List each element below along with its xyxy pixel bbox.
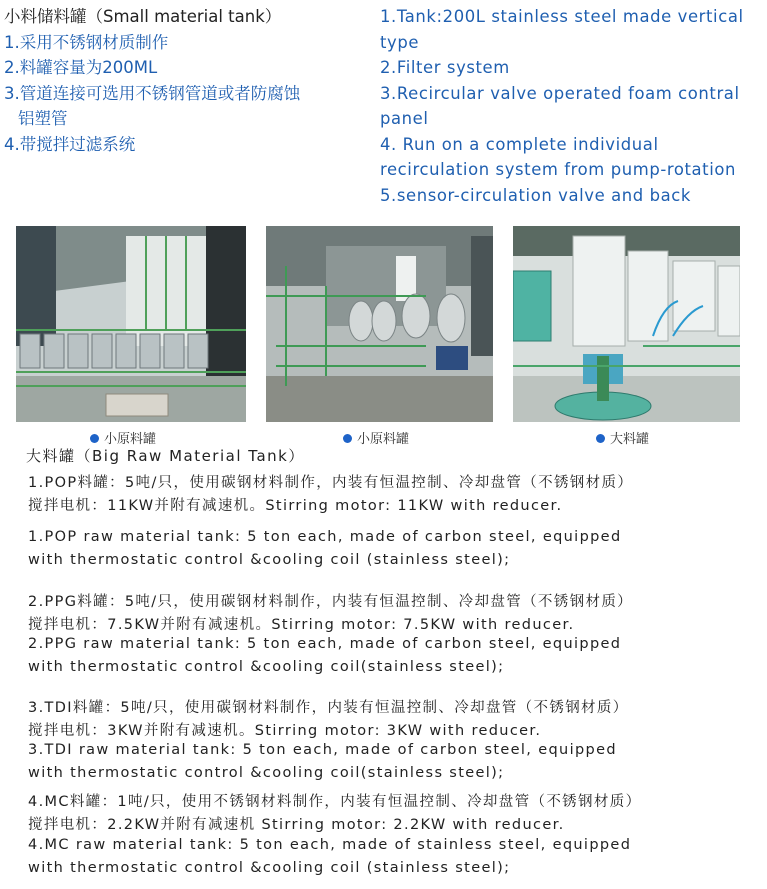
photo-caption-3-text: 大料罐 xyxy=(610,432,650,447)
small-tank-en-line-8: 5.sensor-circulation valve and back xyxy=(380,185,692,205)
small-tank-cn-item-3-cont: 铝塑管 xyxy=(18,109,68,128)
big-tank-line-12: with thermostatic control &cooling coil(stainless steel); xyxy=(28,765,505,781)
big-tank-line-2: 搅拌电机：11KW并附有减速机。Stirring motor: 11KW with reducer. xyxy=(28,498,563,514)
small-tank-cn-item-4: 4.带搅拌过滤系统 xyxy=(4,134,136,154)
small-tank-en-line-4: 3.Recircular valve operated foam contral xyxy=(380,83,740,103)
photo-caption-2 xyxy=(343,428,409,447)
big-tank-line-16: with thermostatic control &cooling coil (stainless steel); xyxy=(28,860,511,876)
big-tank-line-9: 3.TDI料罐：5吨/只，使用碳钢材料制作，内装有恒温控制、冷却盘管（不锈钢材质） xyxy=(28,700,629,716)
big-tank-line-7: 2.PPG raw material tank: 5 ton each, made of carbon steel, equipped xyxy=(28,636,622,652)
small-tank-en-line-7: recirculation system from pump-rotation xyxy=(380,160,737,179)
photo-caption-1-text: 小原料罐 xyxy=(104,432,157,447)
factory-photo-small-tanks-2 xyxy=(266,226,493,422)
small-tank-en-column xyxy=(380,4,764,208)
small-tank-en-line-2: type xyxy=(380,32,420,52)
photo-caption-2-text: 小原料罐 xyxy=(357,432,410,447)
big-tank-line-4: with thermostatic control &cooling coil (stainless steel); xyxy=(28,552,511,568)
small-tank-en-line-5: panel xyxy=(380,109,429,128)
factory-photo-big-tanks xyxy=(513,226,740,422)
small-tank-en-line-1: 1.Tank:200L stainless steel made vertical xyxy=(380,7,744,26)
big-tank-line-10: 搅拌电机：3KW并附有减速机。Stirring motor: 3KW with reducer. xyxy=(28,723,542,739)
bullet-dot-icon xyxy=(596,434,605,443)
big-tank-line-5: 2.PPG料罐：5吨/只，使用碳钢材料制作，内装有恒温控制、冷却盘管（不锈钢材质） xyxy=(28,594,634,610)
factory-photo-small-tanks-1 xyxy=(16,226,246,422)
small-tank-title: 小料储料罐（Small material tank） xyxy=(4,7,282,26)
small-tank-cn-column xyxy=(4,4,374,157)
big-tank-line-8: with thermostatic control &cooling coil(stainless steel); xyxy=(28,659,505,675)
big-tank-line-1: 1.POP料罐：5吨/只，使用碳钢材料制作，内装有恒温控制、冷却盘管（不锈钢材质） xyxy=(28,475,634,491)
small-tank-cn-item-3: 3.管道连接可选用不锈钢管道或者防腐蚀 xyxy=(4,83,301,103)
big-tank-line-11: 3.TDI raw material tank: 5 ton each, made of carbon steel, equipped xyxy=(28,742,617,758)
photo-caption-3 xyxy=(596,428,649,447)
bullet-dot-icon xyxy=(343,434,352,443)
bullet-dot-icon xyxy=(90,434,99,443)
big-tank-line-13: 4.MC料罐：1吨/只，使用不锈钢材料制作，内装有恒温控制、冷却盘管（不锈钢材质） xyxy=(28,794,642,810)
big-tank-line-3: 1.POP raw material tank: 5 ton each, made of carbon steel, equipped xyxy=(28,529,622,545)
big-tank-line-6: 搅拌电机：7.5KW并附有减速机。Stirring motor: 7.5KW with reducer. xyxy=(28,617,575,633)
small-tank-cn-item-1: 1.采用不锈钢材质制作 xyxy=(4,32,169,52)
big-tank-line-14: 搅拌电机：2.2KW并附有减速机 Stirring motor: 2.2KW with reducer. xyxy=(28,817,565,833)
small-tank-cn-item-2: 2.料罐容量为200ML xyxy=(4,58,158,77)
small-tank-en-line-3: 2.Filter system xyxy=(380,58,510,77)
big-tank-title: 大料罐（Big Raw Material Tank） xyxy=(26,447,305,465)
small-tank-en-line-6: 4. Run on a complete individual xyxy=(380,134,659,154)
big-tank-line-15: 4.MC raw material tank: 5 ton each, made of stainless steel, equipped xyxy=(28,837,632,853)
